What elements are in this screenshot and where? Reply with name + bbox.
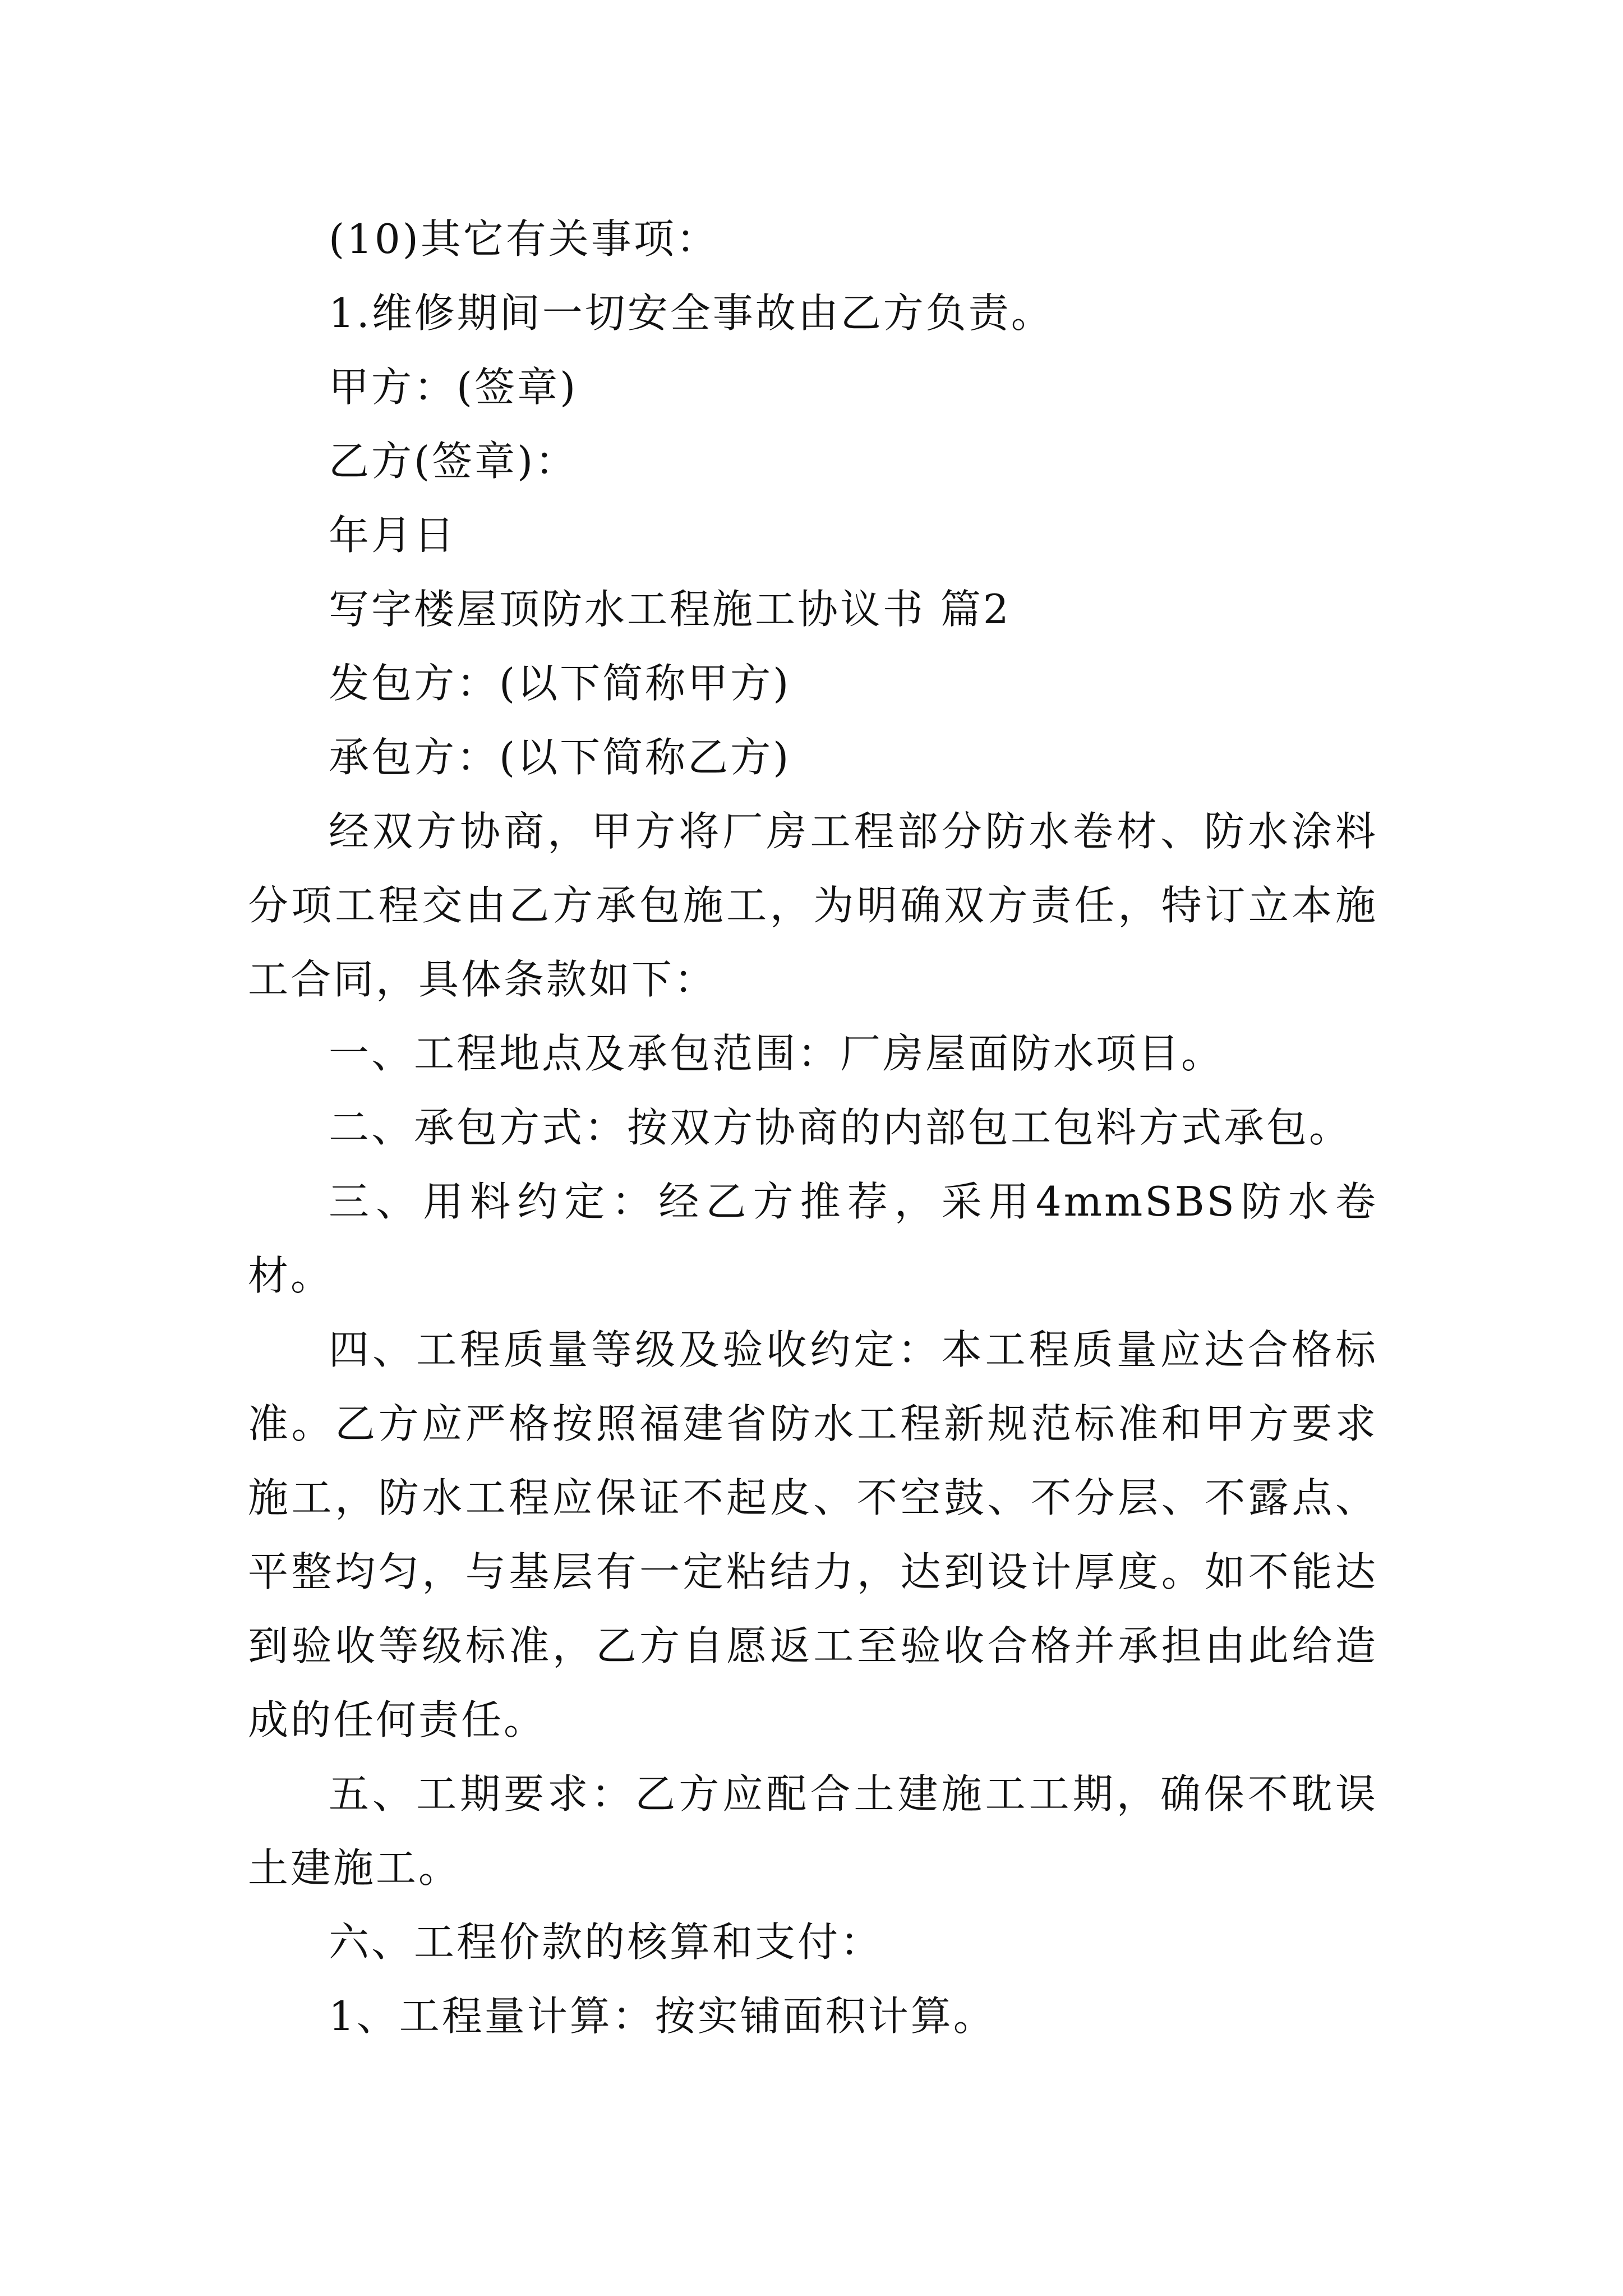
paragraph: 五、工期要求：乙方应配合土建施工工期，确保不耽误土建施工。: [248, 1770, 1378, 1892]
paragraph: 年月日: [329, 512, 457, 559]
paragraph: 1.维修期间一切安全事故由乙方负责。: [329, 289, 1054, 337]
paragraph: (10)其它有关事项：: [329, 215, 719, 263]
paragraph: 发包方：(以下简称甲方): [329, 660, 791, 707]
paragraph: 承包方：(以下简称乙方): [329, 734, 791, 781]
section-heading: 写字楼屋顶防水工程施工协议书 篇2: [329, 586, 1011, 633]
paragraph: 1、工程量计算：按实铺面积计算。: [329, 1993, 996, 2040]
paragraph: 四、工程质量等级及验收约定：本工程质量应达合格标准。乙方应严格按照福建省防水工程新规范标准和甲方要求施工，防水工程应保证不起皮、不空鼓、不分层、不露点、平整均匀，与基层有一定粘结力，达到设计厚度。如不能达到验收等级标准，乙方自愿返工至验收合格并承担由此给造成的任何责任。: [248, 1326, 1378, 1743]
paragraph: 经双方协商，甲方将厂房工程部分防水卷材、防水涂料分项工程交由乙方承包施工，为明确双方责任，特订立本施工合同，具体条款如下：: [248, 808, 1378, 1003]
paragraph: 六、工程价款的核算和支付：: [329, 1918, 883, 1966]
paragraph: 三、用料约定：经乙方推荐，采用4mmSBS防水卷材。: [248, 1178, 1378, 1299]
paragraph: 二、承包方式：按双方协商的内部包工包料方式承包。: [329, 1104, 1352, 1151]
paragraph: 甲方：(签章): [329, 364, 578, 411]
paragraph: 一、工程地点及承包范围：厂房屋面防水项目。: [329, 1030, 1224, 1077]
document-body: [248, 202, 1378, 2053]
paragraph: 乙方(签章)：: [329, 438, 578, 485]
